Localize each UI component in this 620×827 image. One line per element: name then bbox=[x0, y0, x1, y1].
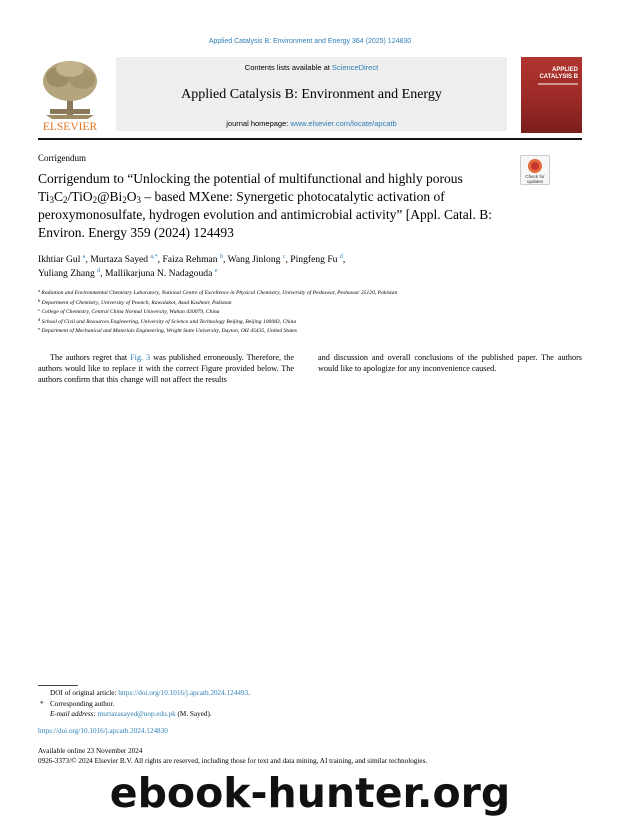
original-doi-link[interactable]: https://doi.org/10.1016/j.apcatb.2024.124493 bbox=[118, 689, 249, 697]
author[interactable]: Ikhtiar Gul $^a$ bbox=[38, 254, 86, 265]
available-online: Available online 23 November 2024 bbox=[38, 747, 143, 755]
publication-info bbox=[38, 746, 582, 766]
author[interactable]: Murtaza Sayed $^{a,*}$ bbox=[90, 254, 158, 265]
article-doi-link[interactable]: https://doi.org/10.1016/j.apcatb.2024.124830 bbox=[38, 727, 168, 735]
copyright: 0926-3373/© 2024 Elsevier B.V. All rights are reserved, including those for text and data mining, AI training, and similar technologies. bbox=[38, 757, 428, 765]
contents-prefix: Contents lists available at bbox=[244, 63, 332, 72]
journal-header-box bbox=[116, 57, 507, 131]
footnotes bbox=[38, 688, 582, 720]
article-type: Corrigendum bbox=[38, 153, 86, 163]
article-title: Corrigendum to “Unlocking the potential of multifunctional and highly porous $Ti_3C_2/TiO_2@Bi_2O_3$ – based MXene: Synergetic photocatalytic activation of peroxymonosulfate, hydrogen evolution and antimicrobial activity” [Appl. Catal. B: Environ. Energy 359 (2024) 124493 bbox=[38, 171, 493, 240]
author[interactable]: Mallikarjuna N. Nadagouda $^e$ bbox=[104, 268, 218, 279]
author[interactable]: Pingfeng Fu $^d$ bbox=[290, 254, 343, 265]
homepage-line bbox=[116, 119, 507, 128]
watermark-text: ebook-hunter.org bbox=[109, 769, 511, 817]
original-doi-note: DOI of original article: https://doi.org/10.1016/j.apcatb.2024.124493. bbox=[50, 689, 250, 697]
author[interactable]: Wang Jinlong $^c$ bbox=[227, 254, 286, 265]
journal-citation[interactable]: Applied Catalysis B: Environment and Energy 364 (2025) 124830 bbox=[208, 38, 412, 45]
elsevier-logo[interactable] bbox=[38, 57, 102, 133]
journal-title: Applied Catalysis B: Environment and Energy bbox=[181, 87, 442, 102]
figure-3-link[interactable]: Fig. 3 bbox=[130, 353, 151, 362]
crossmark-label: Check for updates bbox=[525, 174, 545, 184]
author[interactable]: Faiza Rehman $^b$ bbox=[162, 254, 223, 265]
contents-line bbox=[116, 63, 507, 72]
cover-decoration bbox=[538, 83, 578, 85]
journal-cover[interactable] bbox=[521, 57, 582, 133]
footnote-divider bbox=[38, 685, 78, 686]
affiliation: $^d$ School of Civil and Resources Engineering, University of Science and Technology Beijing, Beijing 100083, China bbox=[38, 316, 297, 325]
homepage-prefix: journal homepage: bbox=[226, 119, 291, 128]
journal-homepage-link[interactable]: www.elsevier.com/locate/apcatb bbox=[290, 119, 397, 128]
affiliation: $^b$ Department of Chemistry, University of Poonch, Rawalakot, Azad Kashmir, Pakistan bbox=[38, 297, 232, 306]
sciencedirect-link[interactable]: ScienceDirect bbox=[331, 63, 379, 72]
svg-text:ELSEVIER: ELSEVIER bbox=[42, 121, 98, 133]
affiliation: $^c$ College of Chemistry, Central China Normal University, Wuhan 430079, China bbox=[38, 307, 220, 316]
masthead bbox=[38, 57, 582, 133]
crossmark-icon bbox=[528, 159, 542, 173]
affiliation: $^a$ Radiation and Environmental Chemistry Laboratory, National Centre of Excellence in Physical Chemistry, University of Peshawar, Peshawar 25120, Pakistan bbox=[38, 288, 398, 296]
header-rule bbox=[38, 138, 582, 140]
cover-title: APPLIED CATALYSIS B bbox=[539, 67, 578, 80]
author[interactable]: Yuliang Zhang $^d$ bbox=[38, 268, 101, 279]
body-left-column: The authors regret that Fig. 3 was published erroneously. Therefore, the authors would like to replace it with the correct Figure provided below. The authors confirm that this change will not affect the results bbox=[38, 353, 294, 384]
check-for-updates-badge[interactable] bbox=[520, 155, 550, 185]
corresponding-author-note: * Corresponding author. bbox=[40, 699, 115, 708]
affiliations bbox=[38, 289, 582, 337]
email-link[interactable]: murtazasayed@uop.edu.pk bbox=[97, 710, 176, 718]
author-list: Ikhtiar Gul $^a$, Murtaza Sayed $^{a,*}$, Faiza Rehman $^b$, Wang Jinlong $^c$, Pingfeng Fu $^d$, Yuliang Zhang $^d$, Mallikarjuna N. Nadagouda $^e$ bbox=[38, 254, 346, 279]
affiliation: $^e$ Department of Mechanical and Materials Engineering, Wright State University, Dayton, OH 45435, United States bbox=[38, 326, 297, 335]
body-right-column: and discussion and overall conclusions of the published paper. The authors would like to apologize for any inconvenience caused. bbox=[318, 353, 582, 373]
email-note: E-mail address: murtazasayed@uop.edu.pk (M. Sayed). bbox=[50, 710, 212, 718]
